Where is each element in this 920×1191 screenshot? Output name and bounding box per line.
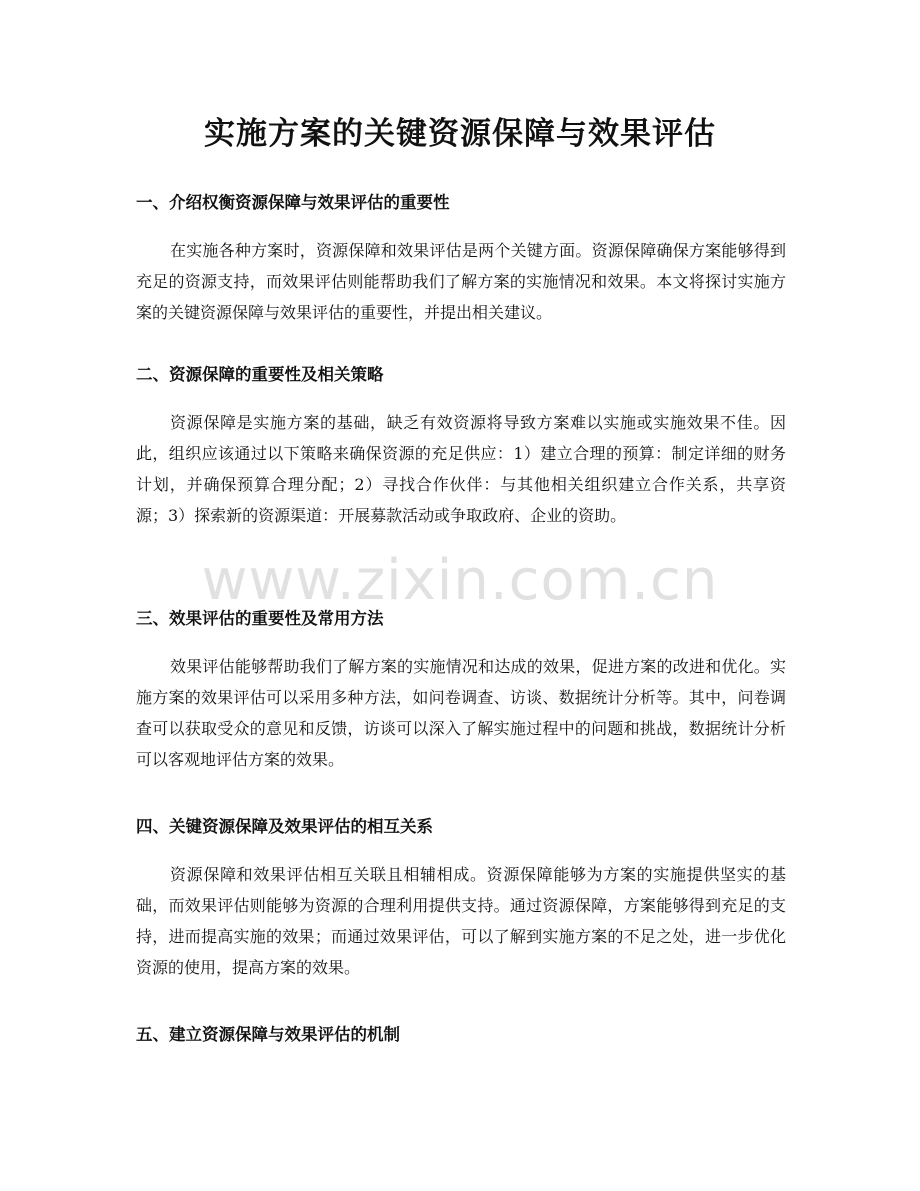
section-heading-4: 四、关键资源保障及效果评估的相互关系: [136, 817, 433, 836]
section-paragraph-2: 资源保障是实施方案的基础，缺乏有效资源将导致方案难以实施或实施效果不佳。因此，组织应该通过以下策略来确保资源的充足供应：1）建立合理的预算：制定详细的财务计划，并确保预算合理分配；2）寻找合作伙伴：与其他相关组织建立合作关系，共享资源；3）探索新的资源渠道：开展募款活动或争取政府、企业的资助。: [136, 413, 786, 525]
section-paragraph-1: 在实施各种方案时，资源保障和效果评估是两个关键方面。资源保障确保方案能够得到充足的资源支持，而效果评估则能帮助我们了解方案的实施情况和效果。本文将探讨实施方案的关键资源保障与效果评估的重要性，并提出相关建议。: [136, 241, 786, 322]
section-heading-1: 一、介绍权衡资源保障与效果评估的重要性: [136, 193, 450, 212]
document-title: 实施方案的关键资源保障与效果评估: [204, 116, 716, 152]
watermark-text: www.zixin.com.cn: [201, 548, 719, 613]
section-heading-2: 二、资源保障的重要性及相关策略: [136, 365, 384, 384]
section-paragraph-4: 资源保障和效果评估相互关联且相辅相成。资源保障能够为方案的实施提供坚实的基础，而效果评估则能够为资源的合理利用提供支持。通过资源保障，方案能够得到充足的支持，进而提高实施的效果；而通过效果评估，可以了解到实施方案的不足之处，进一步优化资源的使用，提高方案的效果。: [136, 865, 786, 977]
section-heading-5: 五、建立资源保障与效果评估的机制: [136, 1025, 400, 1044]
section-paragraph-3: 效果评估能够帮助我们了解方案的实施情况和达成的效果，促进方案的改进和优化。实施方案的效果评估可以采用多种方法，如问卷调查、访谈、数据统计分析等。其中，问卷调查可以获取受众的意见和反馈，访谈可以深入了解实施过程中的问题和挑战，数据统计分析可以客观地评估方案的效果。: [136, 657, 786, 769]
section-heading-3: 三、效果评估的重要性及常用方法: [136, 609, 384, 628]
